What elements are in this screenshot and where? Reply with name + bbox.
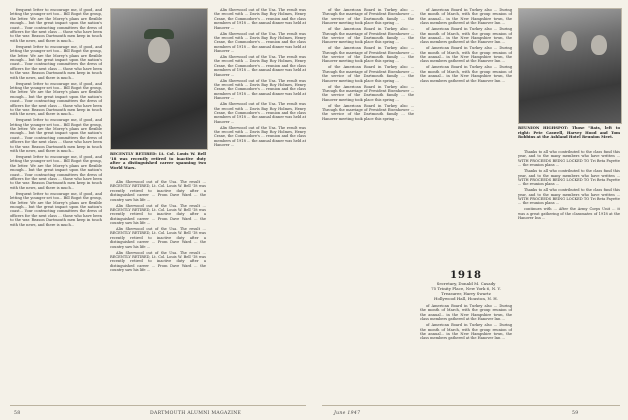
right-col2-text-cont: of American Board in Turkey also ... During the month of March, with the group reunion of the annual... in the New Hampshire town, the class members gathered at the Hanover Inn ... [420,27,512,45]
reunion-face-3 [591,35,607,55]
portrait-face [148,37,170,63]
left-col2-text: Alix Sherwood out of the Usa. The result ... RECENTLY RETIRED, Lt. Col. Louis W. Bell '18 was recently retired to inactive duty after a distinguished career ... From Dave Ward ... the country saw his life ... [110,180,206,202]
right-issue-date: June 1947 [334,411,361,416]
right-col3-text: Thanks to all who contributed to the class fund this year, and to the many members who have written ... WITH PROCEEDS BEING LOCKED TO Tri Beta Fayette ... the reunion plans ... [518,150,620,168]
left-magazine-title: DARTMOUTH ALUMNI MAGAZINE [150,411,242,416]
secretary-address: 75 Trinity Place, New York 6, N. Y. [431,286,501,291]
left-footer-rule [10,405,306,406]
right-col1-text-cont4: of the American Board in Turkey also ... Through the marriage of President Eisenhower ... the service of the Dartmouth family ... the Hanover meeting took place this spring ... [322,84,414,102]
right-col2b-text: of American Board in Turkey also ... During the month of March, with the group reunion of the annual... in the New Hampshire town, the class members gathered at the Hanover Inn ... [420,304,512,322]
right-column-2b [420,304,512,400]
right-col2-text-cont3: of American Board in Turkey also ... During the month of March, with the group reunion of the annual... in the New Hampshire town, the class members gathered at the Hanover Inn ... [420,65,512,83]
left-photo-caption: RECENTLY RETIRED: Lt. Col. Louis W. Bell '18 was recently retired to inactive duty after a distinguished career spanning two World Wars. [110,151,206,170]
right-col3-text-cont: Thanks to all who contributed to the class fund this year, and to the many members who have written ... WITH PROCEEDS BEING LOCKED TO Tri Beta Fayette ... the reunion plans ... [518,169,620,187]
right-photo-caption: REUNION HIGHSPOT: Those "Bats, left to right: Pete Caswell, Harvey Hood and Tom Robbins at the Ashland Hotel Reunion Meet. [518,125,620,140]
treasurer-address: Hollywood Hall, Houston, N. H. [434,296,498,301]
right-col1-text: of the American Board in Turkey also ... Through the marriage of President Eisenhower ... the service of the Dartmouth family ... the Hanover meeting took place this spring ... [322,8,414,26]
left-col1-text-cont3: frequent letter to encourage me, if good, and letting the younger set too... Bill Bogot the group, the letter. We are the Morey's plans are flexible enough... but the great impact upon the nation's coast... Your contracting committees the dress of officers for the next class ... those who have been to the war. Reason Dartmouth men keep in touch with the news, and there is much... [10,118,102,154]
right-col1-text-cont5: of the American Board in Turkey also ... Through the marriage of President Eisenhower ... the service of the Dartmouth family ... the Hanover meeting took place this spring ... [322,103,414,121]
left-page-number: 58 [14,411,21,416]
class-headline [420,270,512,301]
left-col3-text: Alix Sherwood out of the Usa. The result was the record with ... Davis Bay Roy Holmes, Henry Crane, the Commodore's ... reunion and the class members of 1918 ... the annual dinner was held at Hanover ... [214,8,306,30]
right-col2-text-cont2: of American Board in Turkey also ... During the month of March, with the group reunion of the annual... in the New Hampshire town, the class members gathered at the Hanover Inn ... [420,46,512,64]
left-col1-text-cont2: frequent letter to encourage me, if good, and letting the younger set too... Bill Bogot the group, the letter. We are the Morey's plans are flexible enough... but the great impact upon the nation's coast... Your contracting committees the dress of officers for the next class ... those who have been to the war. Reason Dartmouth men keep in touch with the news, and there is much... [10,81,102,117]
right-page [314,0,628,420]
portrait-photo [110,8,208,150]
left-col1-text-cont: frequent letter to encourage me, if good, and letting the younger set too... Bill Bogot the group, the letter. We are the Morey's plans are flexible enough... but the great impact upon the nation's coast... Your contracting committees the dress of officers for the next class ... those who have been to the war. Reason Dartmouth men keep in touch with the news, and there is much... [10,44,102,80]
left-column-3 [214,8,306,400]
right-footer-rule [322,405,620,406]
left-col1-text-cont4: frequent letter to encourage me, if good, and letting the younger set too... Bill Bogot the group, the letter. We are the Morey's plans are flexible enough... but the great impact upon the nation's coast... Your contracting committees the dress of officers for the next class ... those who have been to the war. Reason Dartmouth men keep in touch with the news, and there is much... [10,155,102,190]
right-column-2 [420,8,512,264]
right-column-3 [518,150,620,400]
reunion-face-1 [533,35,549,55]
right-col2b-text-cont: of American Board in Turkey also ... During the month of March, with the group reunion of the annual... in the New Hampshire town, the class members gathered at the Hanover Inn ... [420,323,512,341]
right-col1-text-cont: of the American Board in Turkey also ... Through the marriage of President Eisenhower ... the service of the Dartmouth family ... the Hanover meeting took place this spring ... [322,27,414,45]
right-column-1 [322,8,414,400]
left-column-1 [10,8,102,400]
left-column-2 [110,180,206,400]
right-col3-text-cont3: continues with ... After the Army Corps Unit ... it was a great gathering of the classmates of 1918 at the Hanover Inn ... [518,207,620,221]
reunion-photo [518,8,622,124]
reunion-face-2 [561,31,577,51]
right-col1-text-cont2: of the American Board in Turkey also ... Through the marriage of President Eisenhower ... the service of the Dartmouth family ... the Hanover meeting took place this spring ... [322,46,414,64]
left-col2-text-cont: Alix Sherwood out of the Usa. The result ... RECENTLY RETIRED, Lt. Col. Louis W. Bell '18 was recently retired to inactive duty after a distinguished career ... From Dave Ward ... the country saw his life ... [110,203,206,226]
left-col3-text-cont3: Alix Sherwood out of the Usa. The result was the record with ... Davis Bay Roy Holmes, Henry Crane, the Commodore's ... reunion and the class members of 1918 ... the annual dinner was held at Hanover ... [214,78,306,101]
left-col1-text-cont5: frequent letter to encourage me, if good, and letting the younger set too... Bill Bogot the group, the letter. We are the Morey's plans are flexible enough... but the great impact upon the nation's coast... Your contracting committees the dress of officers for the next class ... those who have been to the war. Reason Dartmouth men keep in touch with the news, and there is much... [10,191,102,227]
left-col1-text: frequent letter to encourage me, if good, and letting the younger set too... Bill Bogot the group, the letter. We are the Morey's plans are flexible enough... but the great impact upon the nation's coast... Your contracting committees the dress of officers for the next class ... those who have been to the war. Reason Dartmouth men keep in touch with the news, and there is much... [10,8,102,43]
right-page-number: 59 [572,411,579,416]
left-col2-text-cont2: Alix Sherwood out of the Usa. The result ... RECENTLY RETIRED, Lt. Col. Louis W. Bell '18 was recently retired to inactive duty after a distinguished career ... From Dave Ward ... the country saw his life ... [110,227,206,249]
right-col1-text-cont3: of the American Board in Turkey also ... Through the marriage of President Eisenhower ... the service of the Dartmouth family ... the Hanover meeting took place this spring ... [322,65,414,83]
secretary-line: Secretary, Donald M. Casady [436,281,496,286]
left-col3-text-cont: Alix Sherwood out of the Usa. The result was the record with ... Davis Bay Roy Holmes, Henry Crane, the Commodore's ... reunion and the class members of 1918 ... the annual dinner was held at Hanover ... [214,31,306,54]
left-col3-text-cont4: Alix Sherwood out of the Usa. The result was the record with ... Davis Bay Roy Holmes, Henry Crane, the Commodore's ... reunion and the class members of 1918 ... the annual dinner was held at Hanover ... [214,102,306,124]
treasurer-line: Treasurer, Harry Swartz [441,291,491,296]
class-year: 1918 [450,270,482,281]
right-col2-text: of American Board in Turkey also ... During the month of March, with the group reunion of the annual... in the New Hampshire town, the class members gathered at the Hanover Inn ... [420,8,512,26]
right-col3-text-cont2: Thanks to all who contributed to the class fund this year, and to the many members who have written ... WITH PROCEEDS BEING LOCKED TO Tri Beta Fayette ... the reunion plans ... [518,188,620,206]
left-col3-text-cont5: Alix Sherwood out of the Usa. The result was the record with ... Davis Bay Roy Holmes, Henry Crane, the Commodore's ... reunion and the class members of 1918 ... the annual dinner was held at Hanover ... [214,125,306,148]
left-col3-text-cont2: Alix Sherwood out of the Usa. The result was the record with ... Davis Bay Roy Holmes, Henry Crane, the Commodore's ... reunion and the class members of 1918 ... the annual dinner was held at Hanover ... [214,55,306,77]
left-col2-text-cont3: Alix Sherwood out of the Usa. The result ... RECENTLY RETIRED, Lt. Col. Louis W. Bell '18 was recently retired to inactive duty after a distinguished career ... From Dave Ward ... the country saw his life ... [110,250,206,273]
